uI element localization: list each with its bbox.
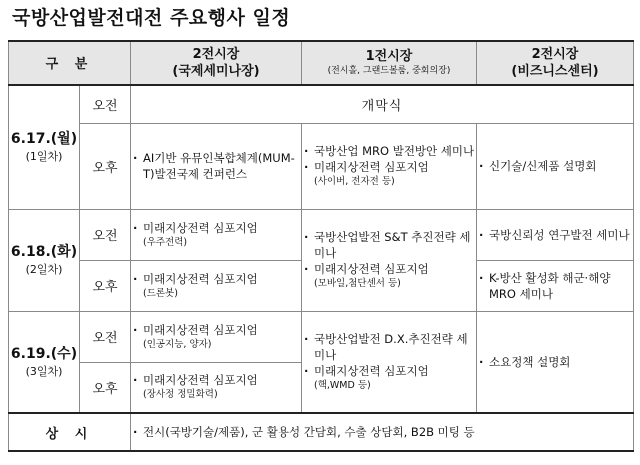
day2-am-seminar xyxy=(131,209,302,260)
list-item: · 소요정책 설명회 xyxy=(477,354,633,370)
header-col-business: 2전시장 (비즈니스센터) xyxy=(477,41,634,85)
list-item: · 미래지상전력 심포지엄 (장사정 정밀화력) xyxy=(131,372,301,402)
always-label: 상 시 xyxy=(9,413,131,451)
list-item: · K-방산 활성화 해군·해양 MRO 세미나 xyxy=(477,270,633,302)
day1-label: 6.17.(월) (1일차) xyxy=(9,85,80,209)
header-col-seminar: 2전시장 (국제세미나장) xyxy=(131,41,302,85)
schedule-table xyxy=(8,40,634,452)
list-item: · 전시(국방기술/제품), 군 활용성 간담회, 수출 상담회, B2B 미팅 등 xyxy=(131,424,633,440)
day1-am-opening: 개막식 xyxy=(131,85,634,123)
day1-am-row xyxy=(9,85,634,123)
day1-pm-hall xyxy=(302,123,477,209)
day2-am-label: 오전 xyxy=(80,209,131,260)
day3-label: 6.19.(수) (3일차) xyxy=(9,311,80,413)
header-col-hall: 1전시장 (전시홀, 그랜드볼룸, 중회의장) xyxy=(302,41,477,85)
day3-pm-seminar xyxy=(131,362,302,413)
list-item: · 국방산업 MRO 발전방안 세미나 xyxy=(302,143,476,159)
list-item: · 국방산업발전 S&T 추진전략 세미나 xyxy=(302,229,476,261)
day3-business xyxy=(477,311,634,413)
list-item: · 미래지상전력 심포지엄 (드론봇) xyxy=(131,271,301,301)
list-item: · 미래지상전력 심포지엄 (인공지능, 양자) xyxy=(131,322,301,352)
day3-hall xyxy=(302,311,477,413)
always-row xyxy=(9,413,634,451)
list-item: · 국방신뢰성 연구발전 세미나 xyxy=(477,227,633,243)
day2-hall xyxy=(302,209,477,311)
always-content xyxy=(131,413,634,451)
day3-pm-label: 오후 xyxy=(80,362,131,413)
day1-am-label: 오전 xyxy=(80,85,131,123)
list-item: · 국방산업발전 D.X.추진전략 세미나 xyxy=(302,331,476,363)
day1-pm-label: 오후 xyxy=(80,123,131,209)
day3-am-seminar xyxy=(131,311,302,362)
header-row xyxy=(9,41,634,85)
day1-pm-seminar xyxy=(131,123,302,209)
list-item: · 미래지상전력 심포지엄 (사이버, 전자전 등) xyxy=(302,159,476,189)
day3-am-row xyxy=(9,311,634,362)
page-title: 국방산업발전대전 주요행사 일정 xyxy=(12,7,291,29)
day2-am-business xyxy=(477,209,634,260)
list-item: · 신기술/신제품 설명회 xyxy=(477,158,633,174)
day2-am-row xyxy=(9,209,634,260)
day2-pm-label: 오후 xyxy=(80,260,131,311)
list-item: · 미래지상전력 심포지엄 (우주전력) xyxy=(131,220,301,250)
list-item: · AI기반 유뮤인복합체계(MUM-T)발전국제 컨퍼런스 xyxy=(131,150,301,182)
day3-am-label: 오전 xyxy=(80,311,131,362)
day1-pm-row xyxy=(9,123,634,209)
day2-pm-seminar xyxy=(131,260,302,311)
header-division: 구 분 xyxy=(9,41,131,85)
day2-pm-business xyxy=(477,260,634,311)
list-item: · 미래지상전력 심포지엄 (핵,WMD 등) xyxy=(302,363,476,393)
day2-label: 6.18.(화) (2일차) xyxy=(9,209,80,311)
day1-pm-business xyxy=(477,123,634,209)
list-item: · 미래지상전력 심포지엄 (모바일,첨단센서 등) xyxy=(302,261,476,291)
